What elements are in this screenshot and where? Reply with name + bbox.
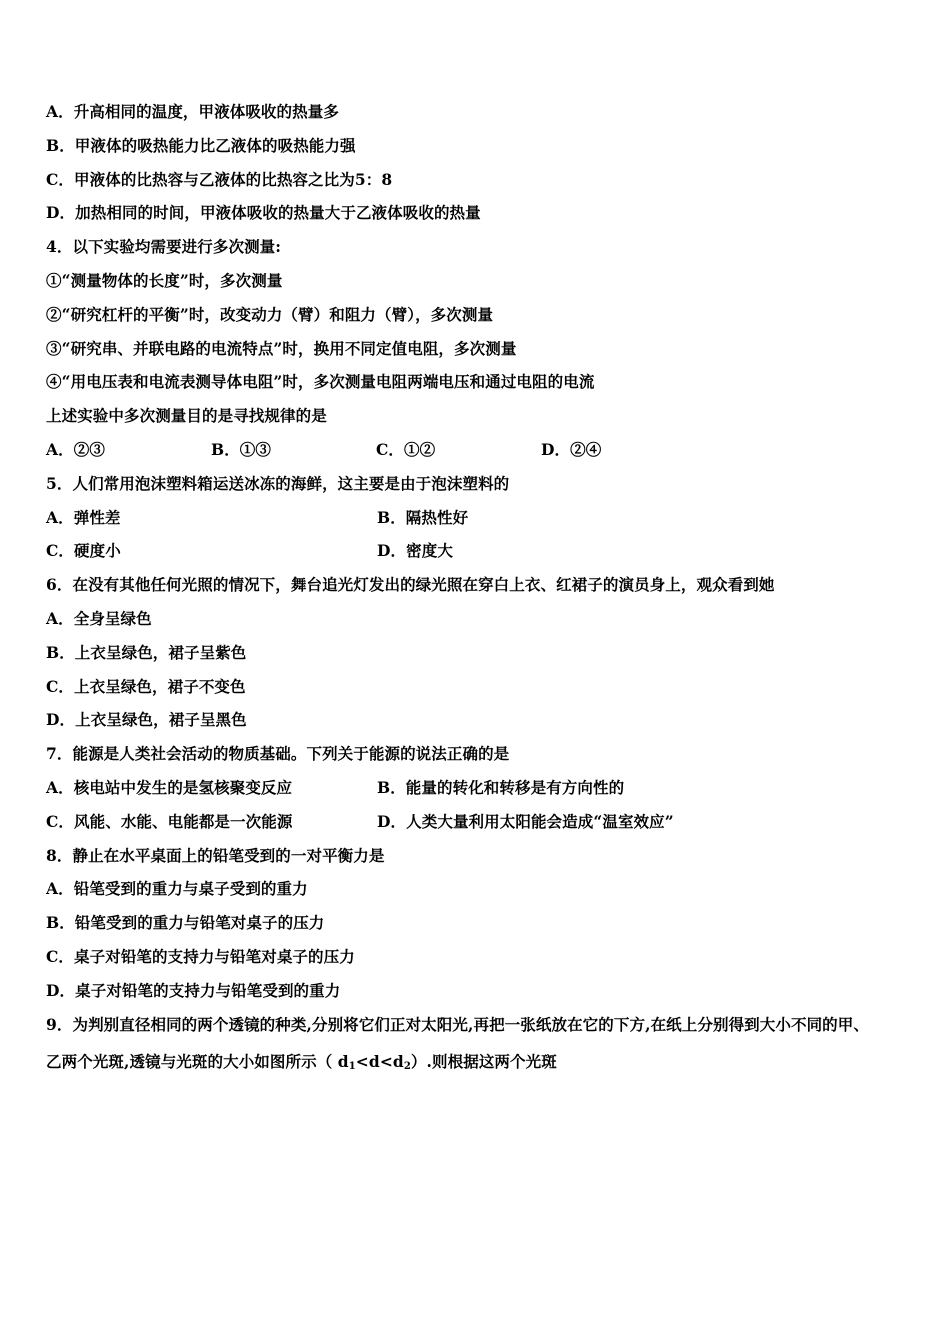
q8-option-d: D．桌子对铅笔的支持力与铅笔受到的重力	[46, 980, 341, 1000]
q5-option-c: C．硬度小	[46, 541, 121, 561]
q7-options-row-1	[46, 776, 950, 810]
q4-option-d: D．②④	[541, 439, 602, 459]
q5-option-b: B．隔热性好	[377, 507, 469, 527]
q4-question: 上述实验中多次测量目的是寻找规律的是	[46, 406, 327, 426]
q4-item-2: ②“研究杠杆的平衡”时，改变动力（臂）和阻力（臂），多次测量	[46, 304, 494, 324]
q4-option-c: C．①②	[376, 439, 436, 459]
q3-option-a: A．升高相同的温度，甲液体吸收的热量多	[46, 102, 339, 121]
q7-option-c: C．风能、水能、电能都是一次能源	[46, 811, 293, 831]
q6-option-d: D．上衣呈绿色，裙子呈黑色	[46, 710, 247, 730]
q8-option-c: C．桌子对铅笔的支持力与铅笔对桌子的压力	[46, 946, 355, 966]
q9-stem-line-1: 9．为判别直径相同的两个透镜的种类,分别将它们正对太阳光,再把一张纸放在它的下方,在纸上分别得到大小不同的甲、	[46, 1014, 869, 1034]
q6-stem: 6．在没有其他任何光照的情况下，舞台追光灯发出的绿光照在穿白上衣、红裙子的演员身上，观众看到她	[46, 575, 775, 595]
q7-option-b: B．能量的转化和转移是有方向性的	[377, 777, 625, 797]
q4-option-b: B．①③	[211, 439, 272, 459]
q9-stem-line-2	[46, 1050, 950, 1087]
q6-option-b: B．上衣呈绿色，裙子呈紫色	[46, 642, 247, 662]
q6-option-a: A．全身呈绿色	[46, 608, 152, 628]
q3-option-b: B．甲液体的吸热能力比乙液体的吸热能力强	[46, 135, 356, 155]
q4-options-row	[46, 438, 950, 472]
q5-option-d: D．密度大	[377, 541, 453, 561]
q7-options-row-2	[46, 810, 950, 844]
q9-line-2-middle: <d<d	[355, 1051, 404, 1071]
q4-item-3: ③“研究串、并联电路的电流特点”时，换用不同定值电阻，多次测量	[46, 338, 517, 358]
q9-subscript-2: 2	[403, 1060, 411, 1072]
q5-options-row-2	[46, 539, 950, 573]
q9-line-2-end: ）.则根据这两个光斑	[410, 1051, 557, 1071]
q9-subscript-1: 1	[348, 1060, 356, 1072]
q4-item-4: ④“用电压表和电流表测导体电阻”时，多次测量电阻两端电压和通过电阻的电流	[46, 372, 595, 392]
q3-option-c: C．甲液体的比热容与乙液体的比热容之比为5：8	[46, 169, 393, 189]
q5-options-row-1	[46, 506, 950, 540]
q5-stem: 5．人们常用泡沫塑料箱运送冰冻的海鲜，这主要是由于泡沫塑料的	[46, 473, 510, 493]
q9-line-2-start: 乙两个光斑,透镜与光斑的大小如图所示（ d	[46, 1051, 349, 1071]
q7-stem: 7．能源是人类社会活动的物质基础。下列关于能源的说法正确的是	[46, 744, 510, 764]
q6-option-c: C．上衣呈绿色，裙子不变色	[46, 676, 246, 696]
q4-option-a: A．②③	[46, 439, 105, 459]
q7-option-a: A．核电站中发生的是氢核聚变反应	[46, 777, 293, 797]
q8-stem: 8．静止在水平桌面上的铅笔受到的一对平衡力是	[46, 845, 385, 865]
q4-item-1: ①“测量物体的长度”时，多次测量	[46, 270, 283, 290]
q5-option-a: A．弹性差	[46, 507, 121, 527]
q7-option-d: D．人类大量利用太阳能会造成“温室效应”	[377, 811, 674, 831]
q8-option-a: A．铅笔受到的重力与桌子受到的重力	[46, 879, 308, 899]
q3-option-d: D．加热相同的时间，甲液体吸收的热量大于乙液体吸收的热量	[46, 203, 481, 223]
q4-stem: 4．以下实验均需要进行多次测量:	[46, 237, 282, 257]
q8-option-b: B．铅笔受到的重力与铅笔对桌子的压力	[46, 913, 325, 933]
